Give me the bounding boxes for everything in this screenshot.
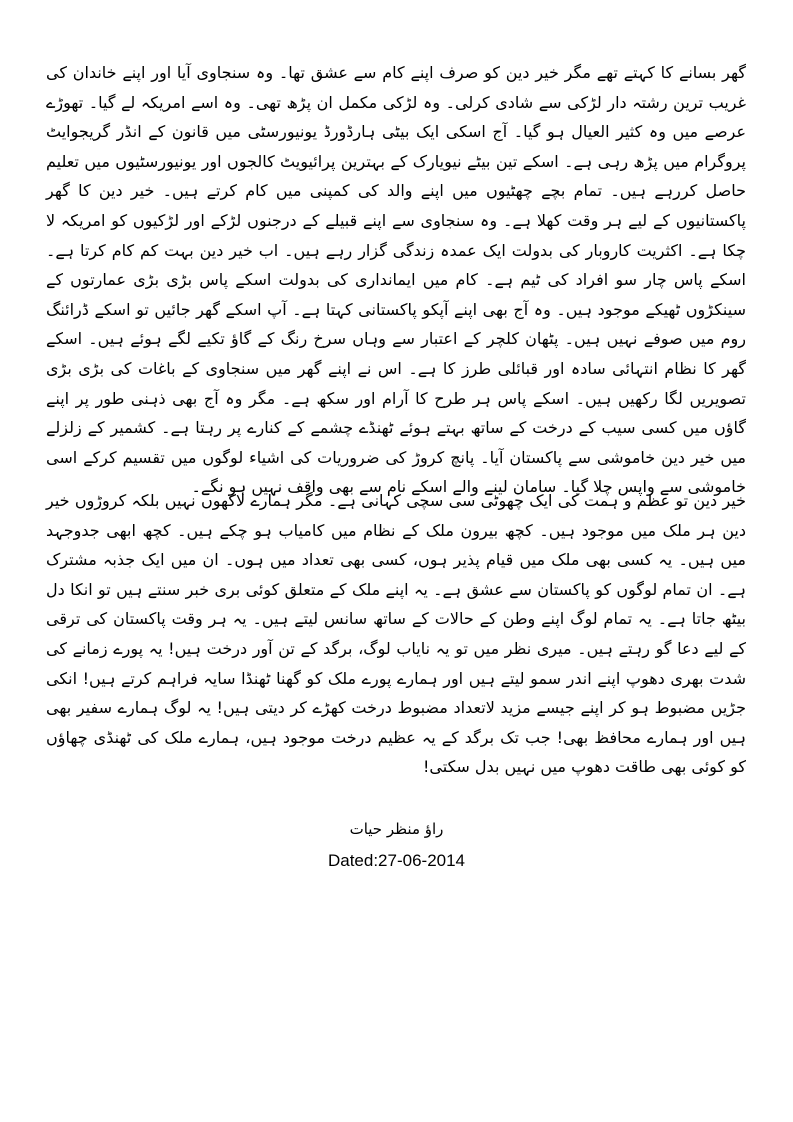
paragraph-2: خیر دین تو عظم و ہمت کی ایک چھوٹی سی سچی کہانی ہے۔ مگر ہمارے لاکھوں نہیں بلکہ کروڑوں خیر دین ہر ملک میں موجود ہیں۔ کچھ بیرون ملک کے نظام میں کامیاب ہو چکے ہیں۔ کچھ ابھی جدوجہد میں ہیں۔ یہ کسی بھی ملک میں قیام پذیر ہوں، کسی بھی تعداد میں ہوں۔ ان میں ایک جذبہ مشترک ہے۔ ان تمام لوگوں کو پاکستان سے عشق ہے۔ یہ اپنے ملک کے متعلق کوئی بری خبر سنتے ہیں تو انکا دل بیٹھ جاتا ہے۔ یہ تمام لوگ اپنے وطن کے حالات کے ساتھ سانس لیتے ہیں۔ یہ ہر وقت پاکستان کی ترقی کے لیے دعا گو رہتے ہیں۔ میری نظر میں تو یہ نایاب لوگ، برگد کے تن آور درخت ہیں! یہ پورے زمانے کی شدت بھری دھوپ اپنے اندر سمو لیتے ہیں اور ہمارے پورے ملک کو گھنا ٹھنڈا سایہ فراہم کرتے ہیں! انکی جڑیں مضبوط ہو کر اپنے جیسے مزید لاتعداد مضبوط درخت کھڑے کر دیتی ہیں! یہ لوگ ہمارے سفیر بھی ہیں اور ہمارے محافظ بھی! جب تک برگد کے یہ عظیم درخت موجود ہیں، ہمارے ملک کی ٹھنڈی چھاؤں کو کوئی بھی طاقت دھوپ میں نہیں بدل سکتی!	[46, 491, 746, 777]
author-name: راؤ منظر حیات	[349, 820, 444, 838]
paragraph-1: گھر بسانے کا کہتے تھے مگر خیر دین کو صرف اپنے کام سے عشق تھا۔ وہ سنجاوی آیا اور اپنے خاندان کی غریب ترین رشتہ دار لڑکی سے شادی کرلی۔ وہ لڑکی مکمل ان پڑھ تھی۔ وہ اسے امریکہ لے گیا۔ تھوڑے عرصے میں وہ کثیر العیال ہو گیا۔ آج اسکی ایک بیٹی ہارڈورڈ یونیورسٹی میں قانون کے انڈر گریجوایٹ پروگرام میں پڑھ رہی ہے۔ اسکے تین بیٹے نیویارک کے بہترین پرائیویٹ کالجوں اور یونیورسٹیوں میں تعلیم حاصل کررہے ہیں۔ تمام بچے چھٹیوں میں اپنے والد کی کمپنی میں کام کرتے ہیں۔ خیر دین کا گھر پاکستانیوں کے لیے ہر وقت کھلا ہے۔ وہ سنجاوی سے اپنے قبیلے کے درجنوں لڑکے اور لڑکیوں کو امریکہ لا چکا ہے۔ اکثریت کاروبار کی بدولت ایک عمدہ زندگی گزار رہے ہیں۔ اب خیر دین بہت کم کام کرتا ہے۔ اسکے پاس چار سو افراد کی ٹیم ہے۔ کام میں ایمانداری کی بدولت اسکے پاس بڑی بڑی عمارتوں کے سینکڑوں ٹھیکے موجود ہیں۔ وہ آج بھی اپنے آپکو پاکستانی کہتا ہے۔ آپ اسکے گھر جائیں تو اسکے ڈرائنگ روم میں صوفے نہیں ہیں۔ پٹھان کلچر کے اعتبار سے وہاں سرخ رنگ کے گاؤ تکیے لگے ہوئے ہیں۔ اسکے گھر کا نظام انتہائی سادہ اور قبائلی طرز کا ہے۔ اس نے اپنے گھر میں سنجاوی کے باغات کی بڑی بڑی تصویریں لگا رکھیں ہیں۔ اسکے پاس ہر طرح کا آرام اور سکھ ہے۔ مگر وہ آج بھی ذہنی طور پر اپنے گاؤں میں کسی سیب کے درخت کے ساتھ بہتے ہوئے ٹھنڈے چشمے کے کنارے پر رہتا ہے۔ کشمیر کے زلزلے میں خیر دین خاموشی سے پاکستان آیا۔ پانچ کروڑ کی ضروریات کی اشیاء لوگوں میں تقسیم کرکے اسی خاموشی سے واپس چلا گیا۔ سامان لینے والے اسکے نام سے بھی واقف نہیں ہو نگے۔	[46, 63, 746, 497]
article-body	[46, 58, 746, 786]
document-date: Dated:27-06-2014	[327, 851, 466, 870]
